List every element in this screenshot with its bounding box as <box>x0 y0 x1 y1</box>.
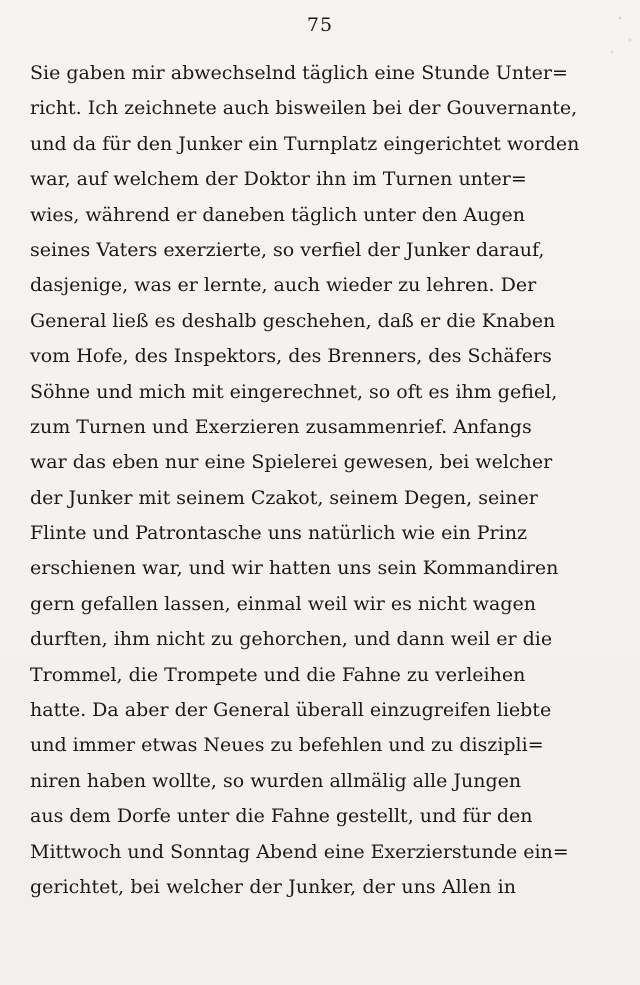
page-number: 75 <box>306 14 334 36</box>
text-line: und da für den Junker ein Turnplatz eingerichtet worden <box>30 132 580 155</box>
text-line: gern gefallen lassen, einmal weil wir es nicht wagen <box>30 592 536 615</box>
text-line: wies, während er daneben täglich unter den Augen <box>30 203 525 226</box>
text-line: aus dem Dorfe unter die Fahne gestellt, und für den <box>30 805 533 828</box>
text-line: Sie gaben mir abwechselnd täglich eine Stunde Unter= <box>30 62 568 84</box>
text-line: niren haben wollte, so wurden allmälig alle Jungen <box>30 769 522 792</box>
text-line: zum Turnen und Exerzieren zusammenrief. Anfangs <box>30 415 532 438</box>
text-line: und immer etwas Neues zu befehlen und zu diszipli= <box>30 734 544 757</box>
text-line: der Junker mit seinem Czakot, seinem Degen, seiner <box>30 486 538 509</box>
text-line: hatte. Da aber der General überall einzugreifen liebte <box>30 699 552 722</box>
text-line: Söhne und mich mit eingerechnet, so oft es ihm gefiel, <box>30 380 558 403</box>
text-line: richt. Ich zeichnete auch bisweilen bei der Gouvernante, <box>30 97 578 120</box>
text-line: Flinte und Patrontasche uns natürlich wie ein Prinz <box>30 522 527 545</box>
text-line: vom Hofe, des Inspektors, des Brenners, des Schäfers <box>30 345 552 368</box>
text-line: Trommel, die Trompete und die Fahne zu verleihen <box>30 663 526 686</box>
text-line: war das eben nur eine Spielerei gewesen, bei welcher <box>30 451 553 474</box>
text-line: durften, ihm nicht zu gehorchen, und dann weil er die <box>30 628 553 651</box>
text-line: dasjenige, was er lernte, auch wieder zu lehren. Der <box>30 274 537 297</box>
text-line: gerichtet, bei welcher der Junker, der uns Allen in <box>30 875 516 898</box>
body-text <box>30 56 580 905</box>
text-line: war, auf welchem der Doktor ihn im Turnen unter= <box>30 168 527 191</box>
text-line: General ließ es deshalb geschehen, daß er die Knaben <box>30 309 556 332</box>
text-line: seines Vaters exerzierte, so verfiel der Junker darauf, <box>30 238 545 261</box>
text-line: Mittwoch und Sonntag Abend eine Exerzierstunde ein= <box>30 840 569 863</box>
text-line: erschienen war, und wir hatten uns sein Kommandiren <box>30 557 559 580</box>
